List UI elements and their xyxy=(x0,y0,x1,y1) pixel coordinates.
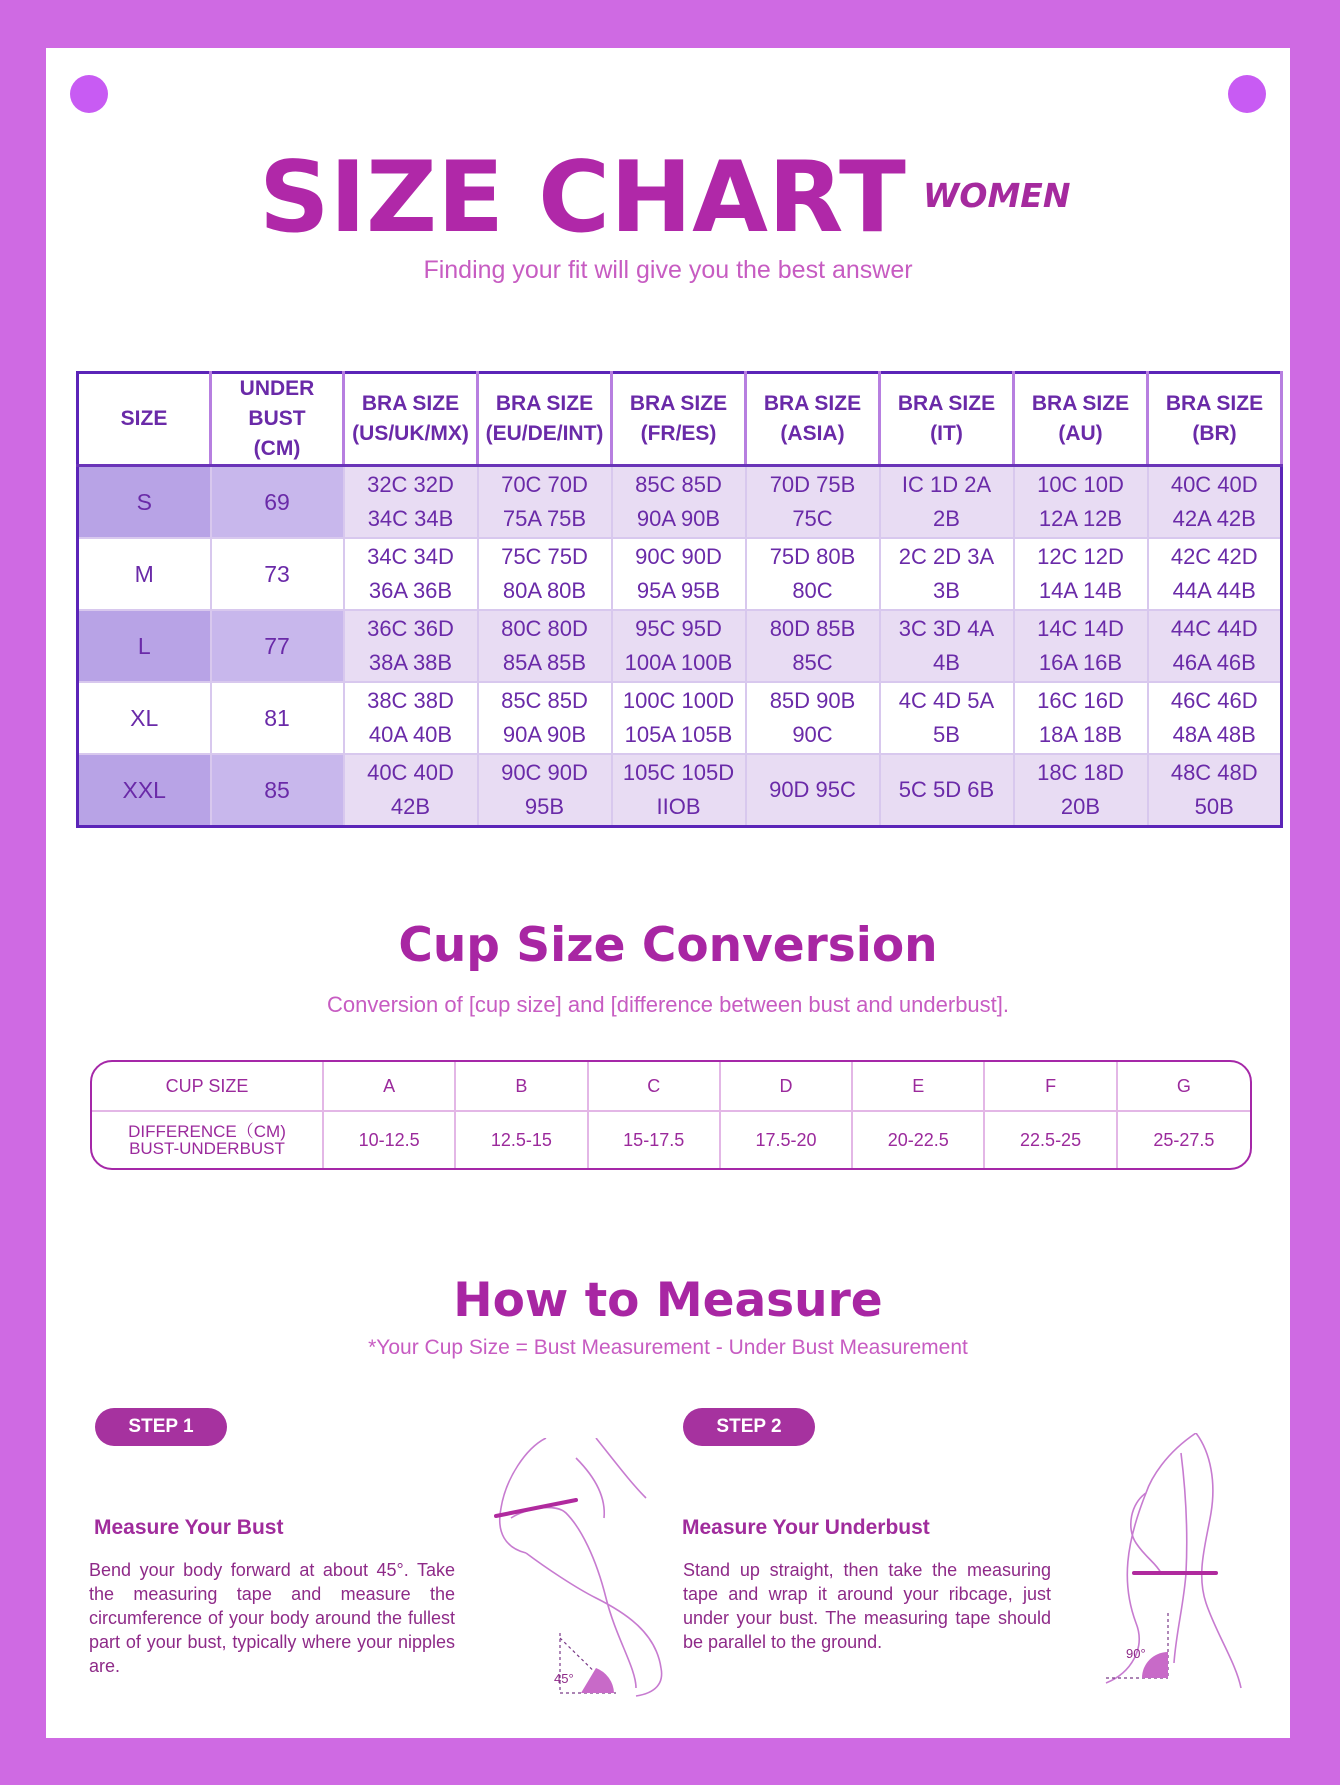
cup-letter-cell: E xyxy=(853,1062,985,1112)
bra-size-value: 12C 12D xyxy=(1037,544,1124,569)
size-table-header-cell xyxy=(1014,373,1148,466)
header-line: (EU/DE/INT) xyxy=(485,422,604,445)
bra-size-value: 20B xyxy=(1060,794,1101,819)
pin-dot-right xyxy=(1228,75,1266,113)
table-row xyxy=(78,538,1282,610)
cup-difference-cell: 25-27.5 xyxy=(1153,1129,1215,1150)
cup-size-label: CUP SIZE xyxy=(92,1062,324,1112)
difference-label xyxy=(92,1112,324,1168)
size-table-body xyxy=(78,466,1282,827)
header-line: (AU) xyxy=(1058,422,1103,445)
cup-letter-cell: C xyxy=(589,1062,721,1112)
bra-size-cell xyxy=(344,754,478,827)
header-line: (ASIA) xyxy=(780,422,845,445)
bra-size-cell xyxy=(1148,538,1282,610)
size-table-header-cell xyxy=(746,373,880,466)
bra-size-value: 3C 3D 4A xyxy=(898,616,995,641)
bra-size-cell xyxy=(612,754,746,827)
bra-size-value: 70D 75B xyxy=(769,472,856,497)
bra-size-value: 75A 75B xyxy=(502,506,587,531)
bra-size-value: 90C 90D xyxy=(635,544,722,569)
bra-size-value: 40C 40D xyxy=(1170,472,1258,497)
bra-size-cell xyxy=(612,610,746,682)
bra-size-value: 48C 48D xyxy=(1170,760,1258,785)
bra-size-value: 5C 5D 6B xyxy=(898,777,995,802)
bra-size-value: 46C 46D xyxy=(1170,688,1258,713)
bra-size-value: 90A 90B xyxy=(636,506,721,531)
bra-size-cell xyxy=(478,538,612,610)
bra-size-cell xyxy=(478,682,612,754)
bra-size-cell xyxy=(344,682,478,754)
bra-size-value: 80C 80D xyxy=(501,616,588,641)
bra-size-cell xyxy=(746,754,880,827)
underbust-cell: 85 xyxy=(211,754,344,827)
bra-size-value: 38C 38D xyxy=(367,688,454,713)
bra-size-cell xyxy=(478,466,612,539)
page-subtitle: Finding your fit will give you the best answer xyxy=(423,256,913,284)
size-table-header-cell xyxy=(211,373,344,466)
bra-size-value: 32C 32D xyxy=(367,472,454,497)
bra-size-value: 80A 80B xyxy=(502,578,587,603)
underbust-measure-illustration xyxy=(1046,1433,1266,1693)
size-cell: XL xyxy=(78,682,211,754)
bra-size-value: 90D 95C xyxy=(769,777,856,802)
size-table-header-cell xyxy=(880,373,1014,466)
bra-size-cell xyxy=(746,610,880,682)
bra-size-cell xyxy=(880,610,1014,682)
bra-size-cell xyxy=(478,610,612,682)
bra-size-cell xyxy=(612,538,746,610)
header-line: BRA SIZE xyxy=(361,392,460,415)
header-line: BRA SIZE xyxy=(763,392,862,415)
bra-size-cell xyxy=(746,538,880,610)
step1-heading: Measure Your Bust xyxy=(94,1516,284,1539)
cup-conversion-table xyxy=(90,1060,1252,1170)
step2-heading: Measure Your Underbust xyxy=(682,1516,930,1539)
bra-size-value: 80D 85B xyxy=(769,616,856,641)
bra-size-value: 5B xyxy=(933,722,960,747)
cup-difference-cell: 22.5-25 xyxy=(985,1112,1117,1168)
bra-size-cell xyxy=(880,466,1014,539)
bra-size-cell xyxy=(1148,610,1282,682)
size-cell: XXL xyxy=(78,754,211,827)
size-table-header-cell xyxy=(1148,373,1282,466)
bra-size-value: 95C 95D xyxy=(635,616,722,641)
bra-size-value: 85C 85D xyxy=(501,688,588,713)
bra-size-cell xyxy=(1014,754,1148,827)
bra-size-value: 75D 80B xyxy=(769,544,856,569)
header-line: BRA SIZE xyxy=(495,392,594,415)
table-row xyxy=(78,466,1282,539)
bra-size-value: 36A 36B xyxy=(368,578,453,603)
cup-difference-cell: 10-12.5 xyxy=(324,1112,456,1168)
table-row xyxy=(78,610,1282,682)
bra-size-value: 10C 10D xyxy=(1037,472,1124,497)
header-line: BRA SIZE xyxy=(1031,392,1130,415)
bra-size-value: 100A 100B xyxy=(624,650,733,675)
bra-size-value: 42C 42D xyxy=(1170,544,1258,569)
difference-label-line2: BUST-UNDERBUST xyxy=(129,1139,285,1158)
bra-size-value: 100C 100D xyxy=(622,688,735,713)
size-table-header-cell xyxy=(78,373,211,466)
cup-section-subtitle: Conversion of [cup size] and [difference between bust and underbust]. xyxy=(326,992,1010,1017)
header-line: (BR) xyxy=(1192,422,1237,445)
bra-size-value: 85A 85B xyxy=(502,650,587,675)
bra-size-value: 50B xyxy=(1194,794,1234,819)
bra-size-cell xyxy=(478,754,612,827)
cup-section-title: Cup Size Conversion xyxy=(398,918,938,973)
table-row xyxy=(78,682,1282,754)
cup-letter-cell: B xyxy=(456,1062,588,1112)
bra-size-value: 44C 44D xyxy=(1170,616,1258,641)
header-line: BUST xyxy=(248,407,306,430)
size-table-header-cell xyxy=(478,373,612,466)
bra-size-cell xyxy=(880,754,1014,827)
measure-section-subtitle: *Your Cup Size = Bust Measurement - Under Bust Measurement xyxy=(368,1336,968,1359)
underbust-cell: 73 xyxy=(211,538,344,610)
bust-measure-illustration xyxy=(486,1438,706,1698)
header-line: (CM) xyxy=(253,437,301,460)
bra-size-value: 80C xyxy=(792,578,833,603)
bra-size-cell xyxy=(344,466,478,539)
bra-size-cell xyxy=(344,610,478,682)
angle-label-90: 90° xyxy=(1126,1646,1146,1661)
bra-size-value: 4C 4D 5A xyxy=(898,688,995,713)
table-row xyxy=(78,754,1282,827)
bra-size-value: IC 1D 2A xyxy=(901,472,992,497)
bra-size-value: 46A 46B xyxy=(1172,650,1256,675)
cup-difference-cell: 12.5-15 xyxy=(456,1112,588,1168)
bra-size-cell xyxy=(880,538,1014,610)
bra-size-value: 16A 16B xyxy=(1038,650,1123,675)
header-line: SIZE xyxy=(120,407,168,430)
bra-size-value: 34C 34B xyxy=(367,506,454,531)
size-cell: M xyxy=(78,538,211,610)
bra-size-cell xyxy=(1148,682,1282,754)
bra-size-value: 85D 90B xyxy=(769,688,856,713)
bra-size-cell xyxy=(880,682,1014,754)
bra-size-value: 14C 14D xyxy=(1037,616,1124,641)
bra-size-value: 3B xyxy=(933,578,960,603)
step1-text: Bend your body forward at about 45°. Take the measuring tape and measure the circumference of your body around the fullest part of your bust, typically where your nipples are. xyxy=(89,1560,455,1676)
bra-size-value: 4B xyxy=(933,650,960,675)
bra-size-value: 14A 14B xyxy=(1038,578,1123,603)
bra-size-value: 18A 18B xyxy=(1038,722,1123,747)
bra-size-value: 36C 36D xyxy=(367,616,454,641)
underbust-cell: 69 xyxy=(211,466,344,539)
bra-size-value: 70C 70D xyxy=(501,472,588,497)
page-title: SIZE CHART xyxy=(259,141,906,255)
pin-dot-left xyxy=(70,75,108,113)
bra-size-value: 44A 44B xyxy=(1172,578,1256,603)
angle-label-45: 45° xyxy=(554,1671,574,1686)
cup-letter-cell: D xyxy=(721,1062,853,1112)
bra-size-value: 42A 42B xyxy=(1172,506,1256,531)
bra-size-value: IIOB xyxy=(656,794,701,819)
size-cell: L xyxy=(78,610,211,682)
bra-size-cell xyxy=(1014,538,1148,610)
cup-difference-cell: 20-22.5 xyxy=(853,1112,985,1168)
bra-size-cell xyxy=(1014,682,1148,754)
bra-size-value: 18C 18D xyxy=(1037,760,1124,785)
bra-size-value: 90C 90D xyxy=(501,760,588,785)
header-line: (FR/ES) xyxy=(640,422,717,445)
cup-difference-cell: 17.5-20 xyxy=(721,1112,853,1168)
tape-line-step1 xyxy=(496,1500,576,1516)
bra-size-value: 2C 2D 3A xyxy=(898,544,995,569)
underbust-cell: 81 xyxy=(211,682,344,754)
size-table xyxy=(76,371,1283,828)
size-table-header-cell xyxy=(612,373,746,466)
bra-size-value: 95A 95B xyxy=(636,578,721,603)
step1-pill: STEP 1 xyxy=(95,1408,227,1446)
bra-size-value: 85C 85D xyxy=(635,472,722,497)
bra-size-value: 42B xyxy=(390,794,431,819)
step2-pill: STEP 2 xyxy=(683,1408,815,1446)
bra-size-value: 48A 48B xyxy=(1172,722,1256,747)
step2-text: Stand up straight, then take the measuring tape and wrap it around your ribcage, just under your bust. The measuring tape should be parallel to the ground. xyxy=(683,1560,1051,1652)
bra-size-value: 16C 16D xyxy=(1037,688,1124,713)
bra-size-value: 90C xyxy=(792,722,833,747)
bra-size-cell xyxy=(746,682,880,754)
bra-size-value: 90A 90B xyxy=(502,722,587,747)
bra-size-value: 2B xyxy=(933,506,960,531)
cup-letter-cell: F xyxy=(985,1062,1117,1112)
bra-size-value: 40A 40B xyxy=(368,722,453,747)
bra-size-value: 75C 75D xyxy=(501,544,588,569)
bra-size-value: 38A 38B xyxy=(368,650,453,675)
measure-section-title: How to Measure xyxy=(453,1273,883,1328)
size-cell: S xyxy=(78,466,211,539)
bra-size-cell xyxy=(612,682,746,754)
bra-size-cell xyxy=(1014,610,1148,682)
header-line: (IT) xyxy=(930,422,963,445)
bra-size-value: 75C xyxy=(792,506,833,531)
bra-size-cell xyxy=(612,466,746,539)
difference-label-line1: DIFFERENCE（CM) xyxy=(128,1122,286,1141)
header-line: BRA SIZE xyxy=(1165,392,1264,415)
header-line: BRA SIZE xyxy=(897,392,996,415)
bra-size-value: 40C 40D xyxy=(367,760,454,785)
bra-size-cell xyxy=(1014,466,1148,539)
size-table-header-row xyxy=(78,373,1282,466)
bra-size-cell xyxy=(1148,754,1282,827)
bra-size-cell xyxy=(344,538,478,610)
bra-size-cell xyxy=(1148,466,1282,539)
bra-size-cell xyxy=(746,466,880,539)
header-line: (US/UK/MX) xyxy=(352,422,469,445)
bra-size-value: 105A 105B xyxy=(624,722,733,747)
title-row xyxy=(46,138,1290,258)
bra-size-value: 34C 34D xyxy=(367,544,454,569)
cup-difference-cell: 15-17.5 xyxy=(589,1112,721,1168)
bra-size-value: 95B xyxy=(524,794,565,819)
header-line: UNDER xyxy=(239,377,315,400)
header-line: BRA SIZE xyxy=(629,392,728,415)
bra-size-value: 12A 12B xyxy=(1038,506,1123,531)
gender-tag: WOMEN xyxy=(923,176,1071,215)
size-chart-sheet xyxy=(46,48,1290,1738)
bra-size-value: 85C xyxy=(792,650,833,675)
cup-letter-cell: G xyxy=(1118,1062,1250,1112)
underbust-cell: 77 xyxy=(211,610,344,682)
size-table-header-cell xyxy=(344,373,478,466)
bra-size-value: 105C 105D xyxy=(622,760,735,785)
cup-letter-cell: A xyxy=(324,1062,456,1112)
